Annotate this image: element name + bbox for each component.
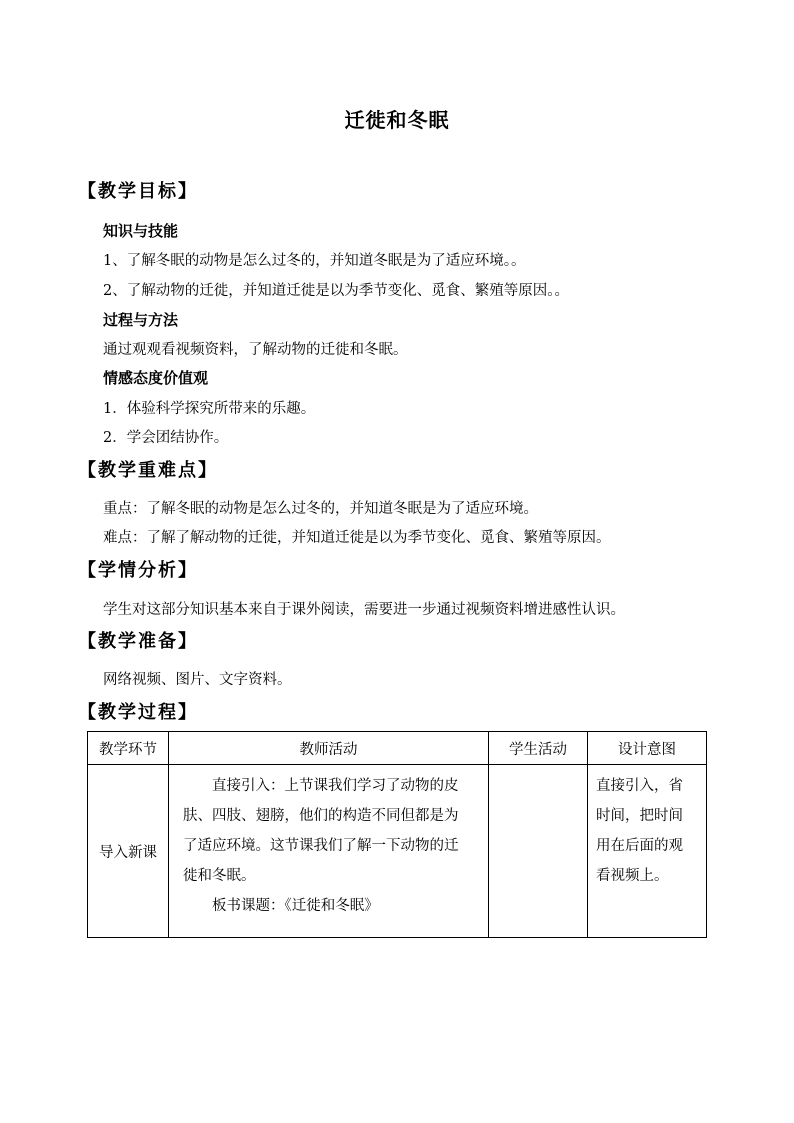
- header-teacher-activity: 教师活动: [169, 732, 489, 765]
- header-stage: 教学环节: [88, 732, 169, 765]
- teacher-intro-paragraph: [183, 771, 474, 891]
- document-title: 迁徙和冬眠: [344, 108, 450, 132]
- teacher-board-paragraph: 板书课题：《迁徙和冬眠》: [212, 898, 379, 914]
- difficult-point-item: 难点：了解了解动物的迁徙，并知道迁徙是以为季节变化、觅食、繁殖等原因。: [103, 530, 611, 546]
- analysis-text: 学生对这部分知识基本来自于课外阅读，需要进一步通过视频资料增进感性认识。: [103, 602, 625, 618]
- table-row: [88, 765, 707, 938]
- process-methods-heading: 过程与方法: [103, 311, 179, 329]
- header-student-activity: 学生活动: [489, 732, 588, 765]
- design-intent-cell: [588, 765, 707, 938]
- emotion-item-2: 2．学会团结协作。: [103, 430, 229, 446]
- emotion-values-heading: 情感态度价值观: [103, 369, 209, 387]
- objectives-heading: 【教学目标】: [78, 181, 198, 202]
- header-design-intent: 设计意图: [588, 732, 707, 765]
- design-line: 看视频上。: [596, 868, 669, 884]
- teacher-line: 肤、四肢、翅膀，他们的构造不同但都是为: [183, 808, 459, 824]
- teaching-process-table: [87, 731, 707, 938]
- design-line: 用在后面的观: [596, 838, 683, 854]
- knowledge-item-2: 2、了解动物的迁徙，并知道迁徙是以为季节变化、觅食、繁殖等原因。。: [103, 283, 569, 299]
- design-line: 时间，把时间: [596, 808, 683, 824]
- teacher-activity-cell: [169, 765, 489, 938]
- preparation-text: 网络视频、图片、文字资料。: [103, 672, 292, 688]
- knowledge-item-1: 1、了解冬眠的动物是怎么过冬的，并知道冬眠是为了适应环境。。: [103, 253, 526, 269]
- key-point-item: 重点：了解冬眠的动物是怎么过冬的，并知道冬眠是为了适应环境。: [103, 501, 538, 517]
- table-header-row: [88, 732, 707, 765]
- preparation-heading: 【教学准备】: [78, 631, 198, 652]
- emotion-item-1: 1．体验科学探究所带来的乐趣。: [103, 401, 316, 417]
- key-points-heading: 【教学重难点】: [78, 460, 218, 481]
- teacher-line: 直接引入：上节课我们学习了动物的皮: [212, 778, 459, 794]
- teacher-line: 了适应环境。这节课我们了解一下动物的迁: [183, 838, 459, 854]
- process-heading: 【教学过程】: [78, 702, 198, 723]
- teacher-line: 徙和冬眠。: [183, 868, 256, 884]
- analysis-heading: 【学情分析】: [78, 560, 198, 581]
- design-line: 直接引入，省: [596, 778, 683, 794]
- student-activity-cell: [489, 765, 588, 938]
- knowledge-skills-heading: 知识与技能: [103, 222, 179, 240]
- process-item-1: 通过观观看视频资料，了解动物的迁徙和冬眠。: [103, 342, 408, 358]
- stage-cell: 导入新课: [88, 765, 169, 938]
